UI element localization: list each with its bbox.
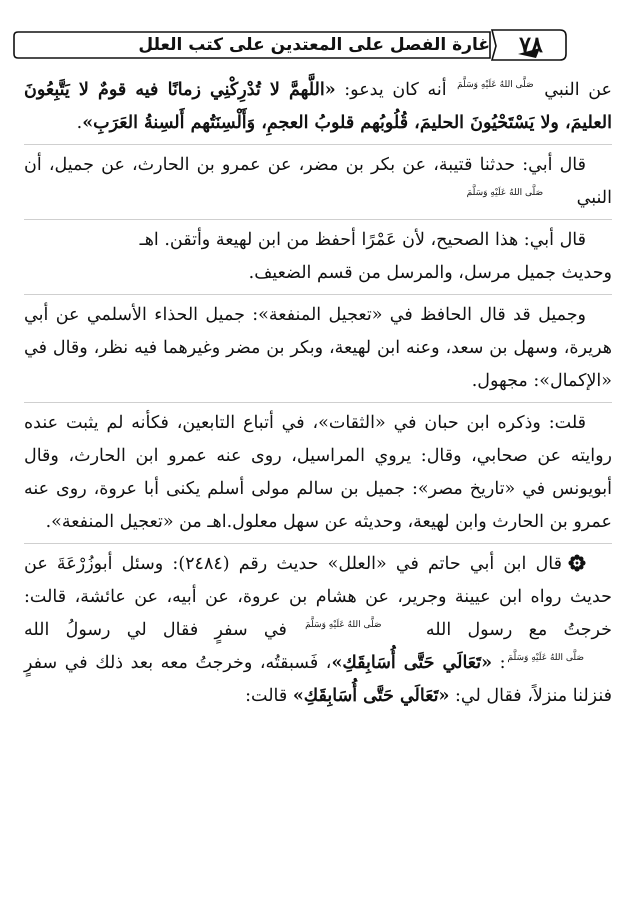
paragraph-divider <box>24 144 612 145</box>
paragraph-divider <box>24 543 612 544</box>
paragraph-verdict <box>24 224 612 257</box>
prophetic-quote: «اللَّهمَّ لا تُدْرِكْنِي زمانًا فيه قومٌ لا يَتَّبِعُونَ العليمَ، ولا يَسْتَحْيُونَ الحليمَ، قُلُوبُهم قلوبُ العجمِ، وَأَلْسِنَتُهم أَلسِنةُ العَرَبِ» <box>24 80 612 133</box>
text-run: ، فَسبقتُه، وخرجتُ معه بعد ذلك في سفرٍ فنزلنا منزلاً، فقال لي: <box>24 653 612 706</box>
text-run: أنه كان يدعو: <box>335 80 456 100</box>
paragraph-divider <box>24 219 612 220</box>
salutation-mark: صَلَّى اللهُ عَلَيْهِ وَسَلَّمَ <box>457 80 534 90</box>
text-run: قال أبي: هذا الصحيح، لأن عَمْرًا أحفظ من ابن لهيعة وأتقن. اهـ <box>139 230 586 250</box>
paragraph-analysis <box>24 407 612 539</box>
salutation-mark: صَلَّى اللهُ عَلَيْهِ وَسَلَّمَ <box>507 653 584 663</box>
paragraph-divider <box>24 294 612 295</box>
paragraph-narrator-note <box>24 299 612 398</box>
paragraph-ilal-quote <box>24 548 612 713</box>
paragraph-isnad <box>24 149 612 215</box>
text-run: في سفرٍ فقال لي رسولُ الله <box>24 620 304 640</box>
salutation-mark: صَلَّى اللهُ عَلَيْهِ وَسَلَّمَ <box>305 620 382 630</box>
paragraph-divider <box>24 402 612 403</box>
running-header <box>12 28 568 62</box>
text-run: وجميل قد قال الحافظ في «تعجيل المنفعة»: جميل الحذاء الأسلمي عن أبي هريرة، وسهل بن سعد، وعنه ابن لهيعة، وبكر بن مضر وغيرهما فيه نظر، وقال في «الإكمال»: مجهول. <box>24 305 612 391</box>
paragraph-hadith <box>24 74 612 140</box>
prophetic-quote: «تَعَالَي حَتَّى أُسَابِقَكِ» <box>292 686 450 706</box>
text-run: . <box>76 113 83 133</box>
text-run: قلت: وذكره ابن حبان في «الثقات»، في أتباع التابعين، فكأنه لم يثبت عنده روايته عن صحابي، وقال: يروي المراسيل، روى عنه عمرو ابن الحارث، وقال أبويونس في «تاريخ مصر»: جميل بن سالم مولى أسلم يكنى أبا عروة، روى عنه عمرو بن الحارث وابن لهيعة، وحديثه عن سهل معلول.اهـ من «تعجيل المنفعة». <box>24 413 612 532</box>
salutation-mark: صَلَّى اللهُ عَلَيْهِ وَسَلَّمَ <box>466 188 544 198</box>
running-header-title: غارة الفصل على المعتدين على كتب العلل <box>138 35 490 55</box>
page-body <box>24 74 612 713</box>
text-run: قالت: <box>245 686 293 706</box>
flower-ornament-icon <box>568 554 586 572</box>
prophetic-quote: «تَعَالَي حَتَّى أُسَابِقَكِ» <box>331 653 493 673</box>
paragraph-comment <box>24 257 612 290</box>
text-run: : <box>492 653 506 673</box>
text-run: وحديث جميل مرسل، والمرسل من قسم الضعيف. <box>248 263 612 283</box>
page-number: ٧٨ <box>519 32 543 58</box>
text-run: عن النبي <box>535 80 612 100</box>
text-run: قال أبي: حدثنا قتيبة، عن بكر بن مضر، عن عمرو بن الحارث، عن جميل، أن النبي <box>24 155 612 208</box>
text-run: قال ابن أبي حاتم في «العلل» حديث رقم (٢٤٨٤): وسئل أبوزُرْعَةَ عن حديث رواه ابن عيينة وجرير، عن هشام بن عروة، عن أبيه، عن عائشة، قالت: خرجتُ مع رسول الله <box>24 554 613 640</box>
